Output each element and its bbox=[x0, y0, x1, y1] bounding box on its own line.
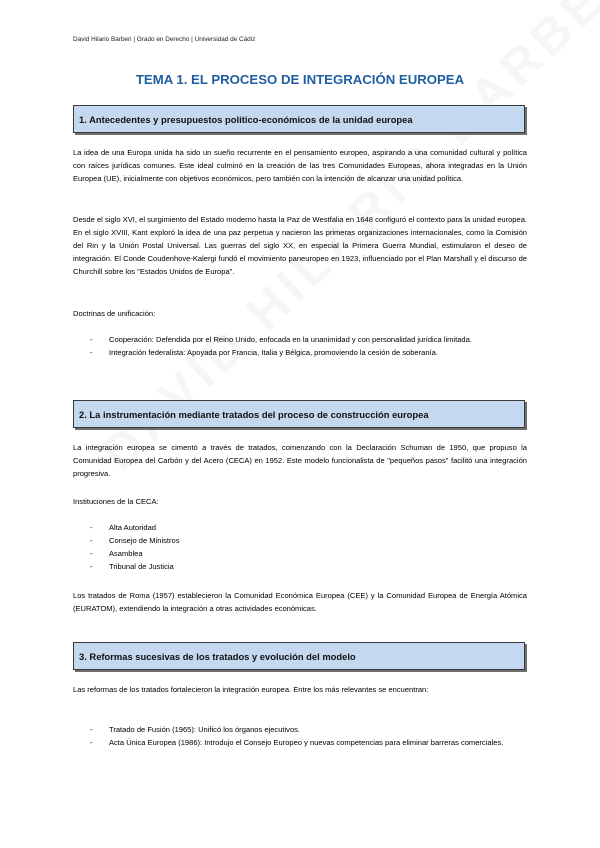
section-1-paragraph-2: Desde el siglo XVI, el surgimiento del Estado moderno hasta la Paz de Westfalia en 1648 configuró el contexto para la unidad europea. En el siglo XVIII, Kant exploró la idea de una paz perpetua y nacieron las primeras organizaciones internacionales, como la Comisión del Rin y la Unión Postal Universal. Las guerras del siglo XX, en especial la Primera Guerra Mundial, estimularon el deseo de integración. El Conde Coudenhove-Kalergi fundó el movimiento paneuropeo en 1923, influenciado por el Plan Marshall y el discurso de Churchill sobre los "Estados Unidos de Europa". bbox=[73, 215, 527, 276]
section-3-heading-box bbox=[73, 642, 525, 670]
list-item: - Alta Autoridad bbox=[90, 523, 156, 532]
list-item: - Integración federalista: Apoyada por Francia, Italia y Bélgica, promoviendo la cesión de soberanía. bbox=[90, 348, 438, 357]
section-2-paragraph-2: Instituciones de la CECA: bbox=[73, 497, 159, 506]
list-item: - Consejo de Ministros bbox=[90, 536, 180, 545]
list-item: - Asamblea bbox=[90, 549, 143, 558]
section-1-heading-box bbox=[73, 105, 525, 133]
section-2-heading: 2. La instrumentación mediante tratados del proceso de construcción europea bbox=[79, 409, 429, 420]
list-item: - Cooperación: Defendida por el Reino Unido, enfocada en la unanimidad y con personalidad jurídica limitada. bbox=[90, 335, 472, 344]
section-1-paragraph-1: La idea de una Europa unida ha sido un sueño recurrente en el pensamiento europeo, aspirando a una comunidad cultural y política con raíces jurídicas comunes. Este ideal culminó en la creación de las tres Comunidades Europeas, ahora integradas en la Unión Europea (UE), inicialmente con objetivos económicos, pero también con la intención de alcanzar una unidad política. bbox=[73, 148, 527, 183]
section-2-heading-box bbox=[73, 400, 525, 428]
list-item: - Acta Única Europea (1986): Introdujo el Consejo Europeo y nuevas competencias para eliminar barreras comerciales. bbox=[90, 738, 504, 747]
section-2-paragraph-1: La integración europea se cimentó a través de tratados, comenzando con la Declaración Schuman de 1950, que propuso la Comunidad Europea del Carbón y del Acero (CECA) en 1952. Este modelo funcionalista de "pequeños pasos" facilitó una integración progresiva. bbox=[73, 443, 527, 478]
section-1-list bbox=[73, 333, 527, 359]
list-item: - Tribunal de Justicia bbox=[90, 562, 174, 571]
document-title: TEMA 1. EL PROCESO DE INTEGRACIÓN EUROPEA bbox=[135, 72, 465, 87]
section-2-list bbox=[73, 521, 527, 573]
page-header: David Hilario Barberi | Grado en Derecho | Universidad de Cádiz bbox=[73, 36, 256, 43]
section-1-paragraph-3: Doctrinas de unificación: bbox=[73, 309, 156, 318]
section-3-paragraph-1: Las reformas de los tratados fortalecieron la integración europea. Entre los más relevantes se encuentran: bbox=[73, 685, 429, 694]
section-1-heading: 1. Antecedentes y presupuestos político-económicos de la unidad europea bbox=[79, 114, 413, 125]
section-3-heading: 3. Reformas sucesivas de los tratados y evolución del modelo bbox=[79, 651, 356, 662]
list-item: - Tratado de Fusión (1965): Unificó los órganos ejecutivos. bbox=[90, 725, 301, 734]
section-2-paragraph-3: Los tratados de Roma (1957) establecieron la Comunidad Económica Europea (CEE) y la Comunidad Europea de Energía Atómica (EURATOM), extendiendo la integración a otras actividades económicas. bbox=[73, 591, 527, 613]
section-3-list bbox=[73, 723, 527, 749]
